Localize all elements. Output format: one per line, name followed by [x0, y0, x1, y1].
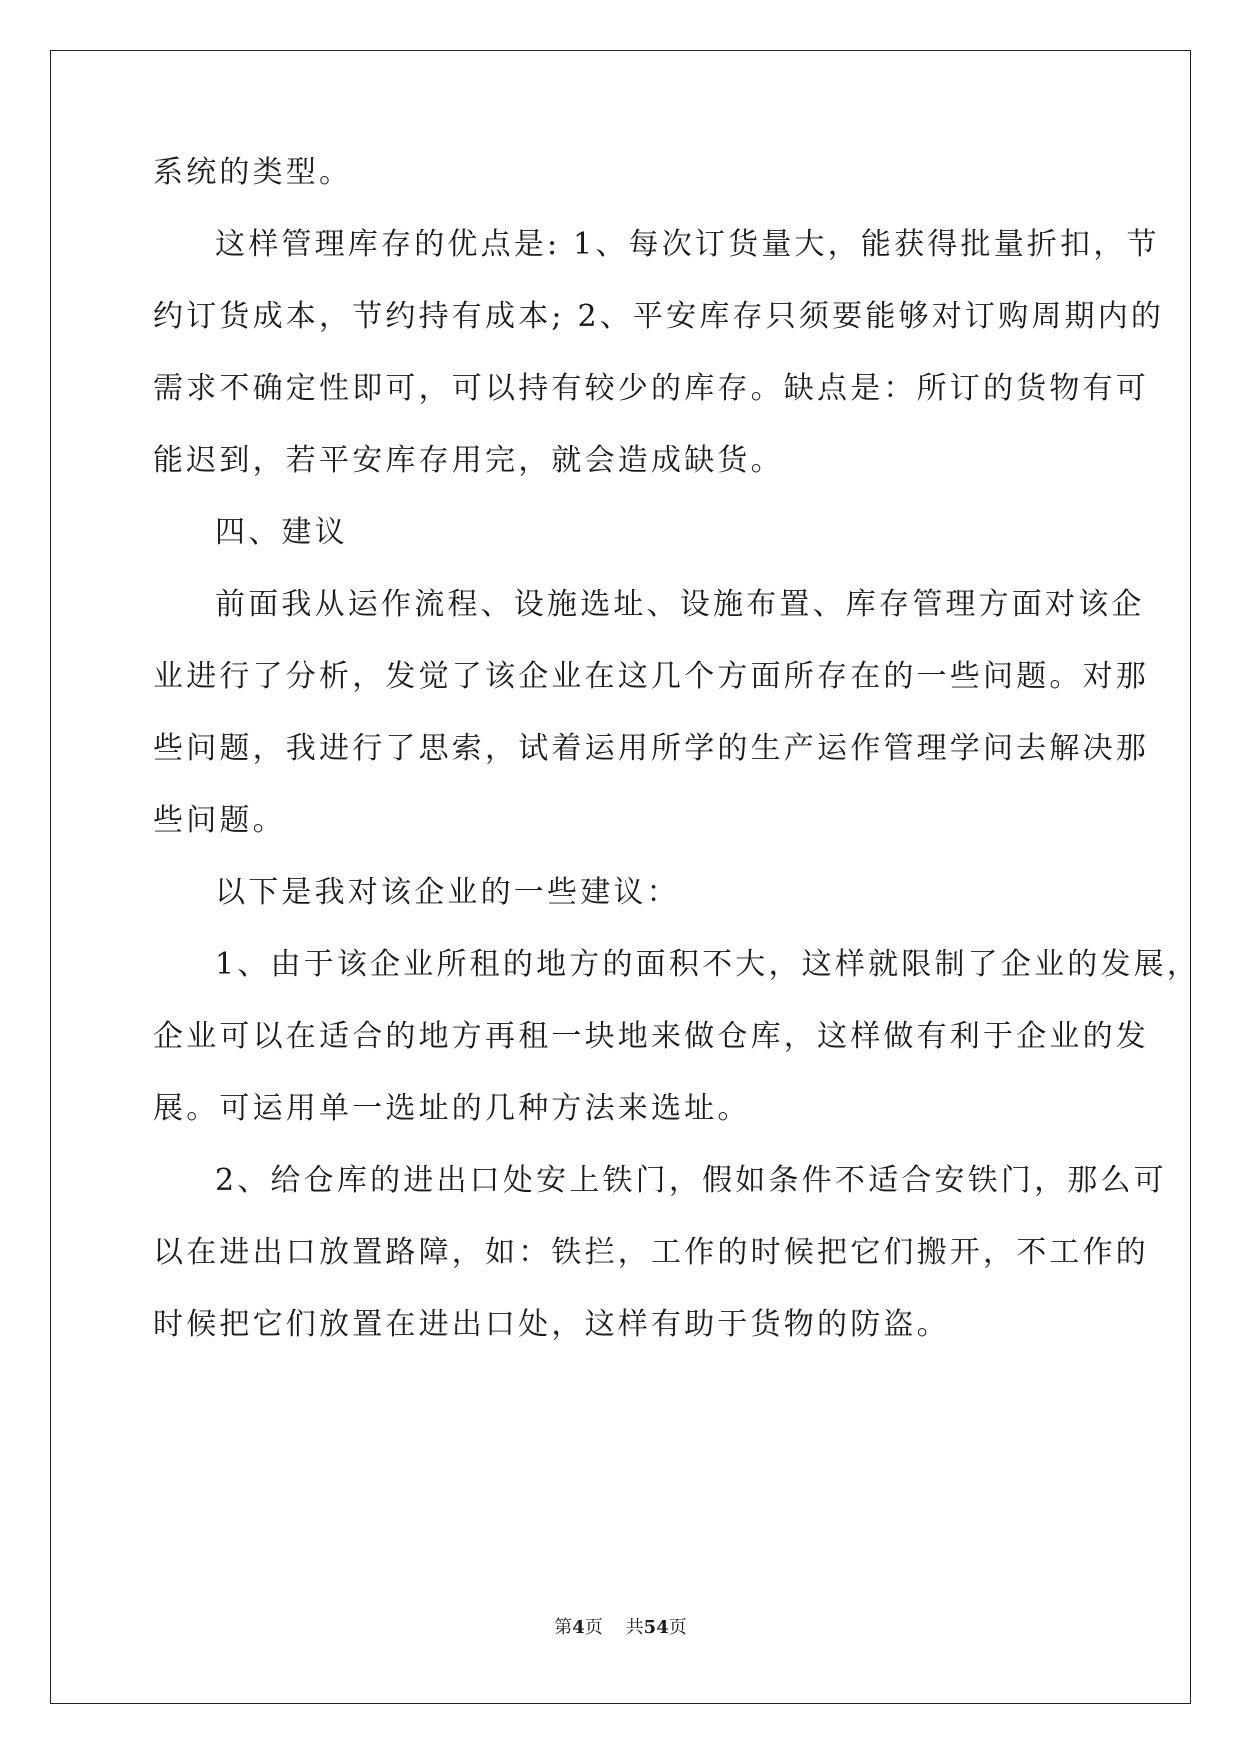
text-line: 约订货成本，节约持有成本; 2、平安库存只须要能够对订购周期内的 — [153, 299, 1165, 334]
current-page-number: 4 — [572, 1617, 585, 1638]
section-heading: 四、建议 — [215, 515, 348, 550]
text-line: 企业可以在适合的地方再租一块地来做仓库，这样做有利于企业的发 — [153, 1019, 1149, 1054]
text-line: 以下是我对该企业的一些建议： — [215, 875, 680, 910]
text-line: 能迟到，若平安库存用完，就会造成缺货。 — [153, 443, 784, 478]
text-line: 前面我从运作流程、设施选址、设施布置、库存管理方面对该企 — [215, 587, 1145, 622]
text-line: 系统的类型。 — [153, 155, 353, 190]
footer-suffix: 页 — [668, 1617, 687, 1638]
page-footer — [0, 1616, 1241, 1640]
text-line: 展。可运用单一选址的几种方法来选址。 — [153, 1091, 751, 1126]
text-line: 些问题。 — [153, 803, 286, 838]
text-line: 以在进出口放置路障，如：铁拦，工作的时候把它们搬开，不工作的 — [153, 1235, 1149, 1270]
text-line: 2、给仓库的进出口处安上铁门，假如条件不适合安铁门，那么可 — [215, 1163, 1167, 1198]
text-line: 些问题，我进行了思索，试着运用所学的生产运作管理学问去解决那 — [153, 731, 1149, 766]
text-line: 1、由于该企业所租的地方的面积不大，这样就限制了企业的发展， — [215, 947, 1201, 982]
text-line: 需求不确定性即可，可以持有较少的库存。缺点是：所订的货物有可 — [153, 371, 1149, 406]
footer-middle: 页 共 — [584, 1617, 644, 1638]
text-line: 业进行了分析，发觉了该企业在这几个方面所存在的一些问题。对那 — [153, 659, 1149, 694]
text-line: 这样管理库存的优点是: 1、每次订货量大，能获得批量折扣，节 — [215, 227, 1160, 262]
text-line: 时候把它们放置在进出口处，这样有助于货物的防盗。 — [153, 1307, 950, 1342]
footer-prefix: 第 — [554, 1617, 573, 1638]
total-pages-number: 54 — [643, 1617, 669, 1638]
